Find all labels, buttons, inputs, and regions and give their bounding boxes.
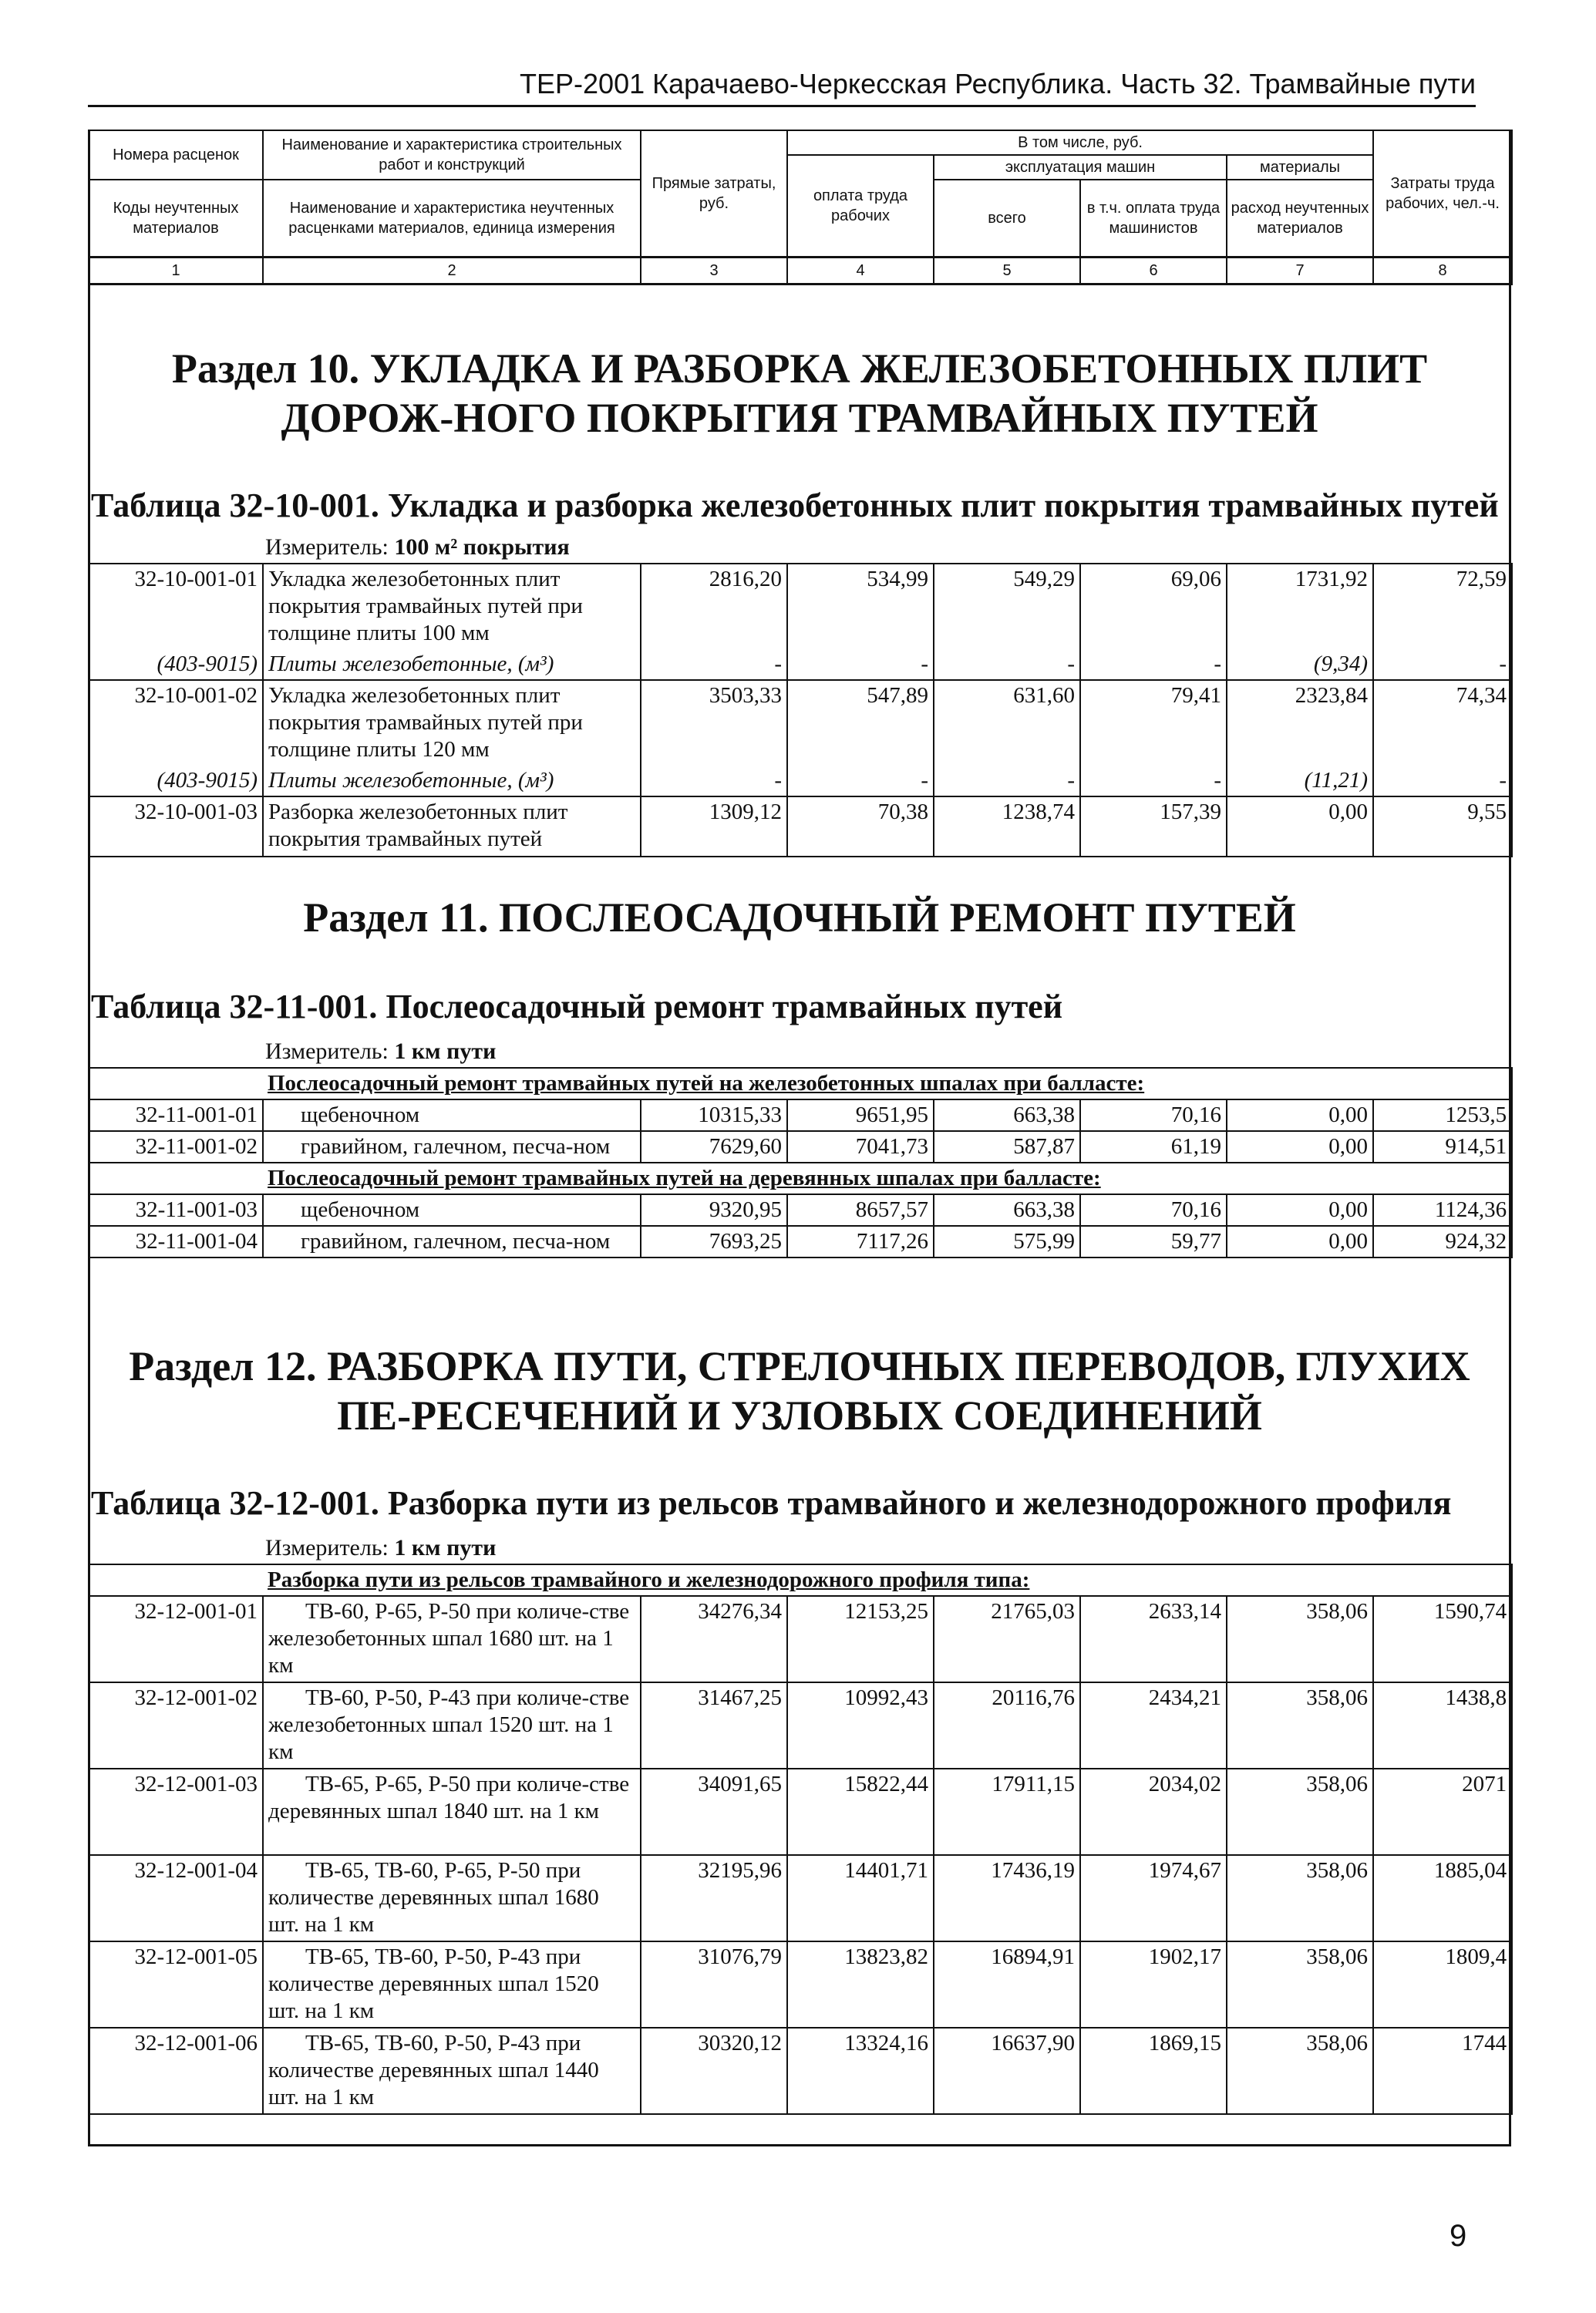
cell-materials: 358,06	[1227, 2028, 1373, 2114]
table-row	[89, 766, 1512, 796]
cell-labor-hours: 1124,36	[1373, 1194, 1512, 1226]
cell-labor-hours: -	[1373, 766, 1512, 796]
col-number: 2	[263, 257, 641, 284]
cell-machines-total: 631,60	[934, 680, 1080, 766]
page-header: ТЕР-2001 Карачаево-Черкесская Республика. Часть 32. Трамвайные пути	[88, 68, 1476, 107]
cell-labor-hours: 1590,74	[1373, 1596, 1512, 1682]
cell-operator-pay: 1869,15	[1080, 2028, 1227, 2114]
subheading-text: Послеосадочный ремонт трамвайных путей на деревянных шпалах при балласте:	[263, 1163, 1512, 1194]
meter-label-text: Измеритель:	[265, 1535, 389, 1561]
cell-materials: 0,00	[1227, 796, 1373, 857]
cell-operator-pay: 59,77	[1080, 1226, 1227, 1258]
cell-operator-pay: 61,19	[1080, 1131, 1227, 1163]
cell-labor-hours: 1809,4	[1373, 1941, 1512, 2028]
column-header-table	[88, 130, 1513, 285]
cell-machines-total: 575,99	[934, 1226, 1080, 1258]
cell-labor-pay: 547,89	[787, 680, 934, 766]
cell-operator-pay: 1974,67	[1080, 1855, 1227, 1941]
cell-direct-costs: 31076,79	[641, 1941, 787, 2028]
row-name: ТВ-65, ТВ-60, Р-65, Р-50 при количестве деревянных шпал 1680 шт. на 1 км	[263, 1855, 641, 1941]
machines-header: эксплуатация машин	[934, 155, 1227, 180]
cell-operator-pay: 70,16	[1080, 1194, 1227, 1226]
col2-header-bottom: Наименование и характеристика неучтенных расценками материалов, единица измерения	[263, 180, 641, 257]
subheading-row	[89, 1068, 1512, 1099]
row-code: (403-9015)	[89, 649, 263, 680]
table-row	[89, 796, 1512, 857]
cell-materials: 1731,92	[1227, 564, 1373, 649]
col-number: 3	[641, 257, 787, 284]
cell-operator-pay: 2434,21	[1080, 1682, 1227, 1769]
cell-labor-hours: 1253,5	[1373, 1099, 1512, 1131]
table-row	[89, 1226, 1512, 1258]
cell-labor-pay: 7117,26	[787, 1226, 934, 1258]
row-code: 32-12-001-01	[89, 1596, 263, 1682]
cell-machines-total: -	[934, 649, 1080, 680]
table-32-10-001-title: Таблица 32-10-001. Укладка и разборка железобетонных плит покрытия трамвайных путей	[91, 487, 1499, 524]
col3-header: Прямые затраты, руб.	[641, 130, 787, 257]
cell-materials: 0,00	[1227, 1099, 1373, 1131]
cell-direct-costs: -	[641, 649, 787, 680]
cell-labor-pay: 70,38	[787, 796, 934, 857]
table-row	[89, 680, 1512, 766]
table-row	[89, 1855, 1512, 1941]
cell-materials: 358,06	[1227, 1941, 1373, 2028]
row-name: Укладка железобетонных плит покрытия трамвайных путей при толщине плиты 120 мм	[263, 680, 641, 766]
cell-labor-pay: 13324,16	[787, 2028, 934, 2114]
cell-machines-total: 663,38	[934, 1099, 1080, 1131]
cell-labor-hours: 9,55	[1373, 796, 1512, 857]
cell-materials: (11,21)	[1227, 766, 1373, 796]
cell-machines-total: 549,29	[934, 564, 1080, 649]
row-name: Разборка железобетонных плит покрытия трамвайных путей	[263, 796, 641, 857]
cell-labor-pay: 10992,43	[787, 1682, 934, 1769]
cell-operator-pay: -	[1080, 766, 1227, 796]
row-code: 32-11-001-04	[89, 1226, 263, 1258]
table-32-11-001-title: Таблица 32-11-001. Послеосадочный ремонт трамвайных путей	[91, 988, 1063, 1025]
row-code: 32-11-001-02	[89, 1131, 263, 1163]
row-name: щебеночном	[263, 1099, 641, 1131]
section-11-title: Раздел 11. ПОСЛЕОСАДОЧНЫЙ РЕМОНТ ПУТЕЙ	[303, 894, 1296, 941]
row-name: гравийном, галечном, песча-ном	[263, 1226, 641, 1258]
meter-value: 1 км пути	[394, 1039, 497, 1064]
row-code: (403-9015)	[89, 766, 263, 796]
cell-labor-hours: -	[1373, 649, 1512, 680]
table-row	[89, 649, 1512, 680]
cell-direct-costs: 34276,34	[641, 1596, 787, 1682]
cell-labor-pay: 15822,44	[787, 1769, 934, 1855]
col-number: 7	[1227, 257, 1373, 284]
section-12-title: Раздел 12. РАЗБОРКА ПУТИ, СТРЕЛОЧНЫХ ПЕРЕВОДОВ, ГЛУХИХ ПЕ-РЕСЕЧЕНИЙ И УЗЛОВЫХ СОЕДИНЕНИЙ	[129, 1343, 1470, 1439]
table-32-12-001-title: Таблица 32-12-001. Разборка пути из рельсов трамвайного и железнодорожного профиля	[91, 1484, 1452, 1522]
col8-header: Затраты труда рабочих, чел.-ч.	[1373, 130, 1512, 257]
cell-operator-pay: 69,06	[1080, 564, 1227, 649]
subheading-text: Разборка пути из рельсов трамвайного и железнодорожного профиля типа:	[263, 1564, 1512, 1596]
cell-operator-pay: 79,41	[1080, 680, 1227, 766]
meter-label	[265, 1038, 496, 1066]
row-code: 32-12-001-04	[89, 1855, 263, 1941]
cell-labor-hours: 74,34	[1373, 680, 1512, 766]
col2-header-top: Наименование и характеристика строительных работ и конструкций	[263, 130, 641, 180]
cell-machines-total: 587,87	[934, 1131, 1080, 1163]
table-32-12-001	[88, 1564, 1513, 2115]
table-row	[89, 2028, 1512, 2114]
cell-labor-hours: 1438,8	[1373, 1682, 1512, 1769]
col-number: 6	[1080, 257, 1227, 284]
cell-machines-total: 21765,03	[934, 1596, 1080, 1682]
table-row	[89, 1099, 1512, 1131]
table-row	[89, 564, 1512, 649]
cell-operator-pay: 70,16	[1080, 1099, 1227, 1131]
table-row	[89, 1194, 1512, 1226]
row-code: 32-10-001-01	[89, 564, 263, 649]
table-32-11-001	[88, 1067, 1513, 1258]
cell-direct-costs: 1309,12	[641, 796, 787, 857]
cell-direct-costs: -	[641, 766, 787, 796]
cell-labor-pay: -	[787, 649, 934, 680]
row-name: ТВ-60, Р-50, Р-43 при количе-стве железобетонных шпал 1520 шт. на 1 км	[263, 1682, 641, 1769]
col-number: 1	[89, 257, 263, 284]
row-code: 32-12-001-05	[89, 1941, 263, 2028]
col4-header: оплата труда рабочих	[787, 155, 934, 257]
col5-header: всего	[934, 180, 1080, 257]
cell-materials: 358,06	[1227, 1682, 1373, 1769]
cell-direct-costs: 3503,33	[641, 680, 787, 766]
cell-machines-total: 663,38	[934, 1194, 1080, 1226]
col-number: 8	[1373, 257, 1512, 284]
col1-header-bottom: Коды неучтенных материалов	[89, 180, 263, 257]
cell-machines-total: 20116,76	[934, 1682, 1080, 1769]
cell-labor-hours: 2071	[1373, 1769, 1512, 1855]
subheading-row	[89, 1564, 1512, 1596]
cell-labor-pay: 13823,82	[787, 1941, 934, 2028]
subheading-row	[89, 1163, 1512, 1194]
cell-direct-costs: 30320,12	[641, 2028, 787, 2114]
cell-direct-costs: 9320,95	[641, 1194, 787, 1226]
cell-machines-total: -	[934, 766, 1080, 796]
cell-materials: 358,06	[1227, 1596, 1373, 1682]
cell-materials: 358,06	[1227, 1855, 1373, 1941]
cell-machines-total: 16637,90	[934, 2028, 1080, 2114]
table-row	[89, 1682, 1512, 1769]
cell-operator-pay: -	[1080, 649, 1227, 680]
row-name: Плиты железобетонные, (м³)	[263, 766, 641, 796]
cell-machines-total: 17436,19	[934, 1855, 1080, 1941]
cell-materials: 0,00	[1227, 1194, 1373, 1226]
row-code: 32-11-001-01	[89, 1099, 263, 1131]
cell-machines-total: 1238,74	[934, 796, 1080, 857]
row-name: ТВ-65, ТВ-60, Р-50, Р-43 при количестве деревянных шпал 1520 шт. на 1 км	[263, 1941, 641, 2028]
cell-materials: 358,06	[1227, 1769, 1373, 1855]
table-row	[89, 1769, 1512, 1855]
materials-header: материалы	[1227, 155, 1373, 180]
row-code: 32-11-001-03	[89, 1194, 263, 1226]
cell-operator-pay: 2034,02	[1080, 1769, 1227, 1855]
row-name: Укладка железобетонных плит покрытия трамвайных путей при толщине плиты 100 мм	[263, 564, 641, 649]
cell-direct-costs: 32195,96	[641, 1855, 787, 1941]
cell-labor-pay: 14401,71	[787, 1855, 934, 1941]
cell-materials: 0,00	[1227, 1131, 1373, 1163]
row-code: 32-12-001-03	[89, 1769, 263, 1855]
col-number: 4	[787, 257, 934, 284]
row-code: 32-10-001-02	[89, 680, 263, 766]
row-name: ТВ-65, ТВ-60, Р-50, Р-43 при количестве деревянных шпал 1440 шт. на 1 км	[263, 2028, 641, 2114]
cell-operator-pay: 157,39	[1080, 796, 1227, 857]
subheading-text: Послеосадочный ремонт трамвайных путей на железобетонных шпалах при балласте:	[263, 1068, 1512, 1099]
cell-machines-total: 16894,91	[934, 1941, 1080, 2028]
cell-labor-pay: 7041,73	[787, 1131, 934, 1163]
row-name: Плиты железобетонные, (м³)	[263, 649, 641, 680]
col7-header: расход неучтенных материалов	[1227, 180, 1373, 257]
cell-labor-pay: 8657,57	[787, 1194, 934, 1226]
cell-direct-costs: 2816,20	[641, 564, 787, 649]
col1-header-top: Номера расценок	[89, 130, 263, 180]
meter-value: 1 км пути	[394, 1535, 497, 1561]
cell-labor-hours: 914,51	[1373, 1131, 1512, 1163]
row-code: 32-10-001-03	[89, 796, 263, 857]
cell-labor-pay: 534,99	[787, 564, 934, 649]
col-number: 5	[934, 257, 1080, 284]
row-code: 32-12-001-02	[89, 1682, 263, 1769]
cell-labor-hours: 924,32	[1373, 1226, 1512, 1258]
cell-materials: (9,34)	[1227, 649, 1373, 680]
table-row	[89, 1596, 1512, 1682]
cell-materials: 0,00	[1227, 1226, 1373, 1258]
cell-direct-costs: 10315,33	[641, 1099, 787, 1131]
cell-materials: 2323,84	[1227, 680, 1373, 766]
cell-direct-costs: 7693,25	[641, 1226, 787, 1258]
col6-header: в т.ч. оплата труда машинистов	[1080, 180, 1227, 257]
cell-machines-total: 17911,15	[934, 1769, 1080, 1855]
cell-operator-pay: 1902,17	[1080, 1941, 1227, 2028]
cell-labor-pay: -	[787, 766, 934, 796]
including-header: В том числе, руб.	[787, 130, 1373, 155]
table-row	[89, 1131, 1512, 1163]
cell-direct-costs: 7629,60	[641, 1131, 787, 1163]
row-code: 32-12-001-06	[89, 2028, 263, 2114]
table-row	[89, 1941, 1512, 2028]
cell-labor-pay: 9651,95	[787, 1099, 934, 1131]
section-10-title: Раздел 10. УКЛАДКА И РАЗБОРКА ЖЕЛЕЗОБЕТОННЫХ ПЛИТ ДОРОЖ-НОГО ПОКРЫТИЯ ТРАМВАЙНЫХ ПУТЕЙ	[171, 345, 1428, 441]
cell-operator-pay: 2633,14	[1080, 1596, 1227, 1682]
page-number: 9	[1450, 2219, 1467, 2253]
cell-labor-hours: 72,59	[1373, 564, 1512, 649]
row-name: ТВ-65, Р-65, Р-50 при количе-стве деревянных шпал 1840 шт. на 1 км	[263, 1769, 641, 1855]
cell-labor-hours: 1744	[1373, 2028, 1512, 2114]
cell-labor-hours: 1885,04	[1373, 1855, 1512, 1941]
meter-value: 100 м² покрытия	[394, 534, 570, 560]
row-name: гравийном, галечном, песча-ном	[263, 1131, 641, 1163]
cell-labor-pay: 12153,25	[787, 1596, 934, 1682]
table-32-10-001	[88, 563, 1513, 857]
row-name: ТВ-60, Р-65, Р-50 при количе-стве железобетонных шпал 1680 шт. на 1 км	[263, 1596, 641, 1682]
cell-direct-costs: 34091,65	[641, 1769, 787, 1855]
meter-label	[265, 1534, 496, 1562]
cell-direct-costs: 31467,25	[641, 1682, 787, 1769]
meter-label-text: Измеритель:	[265, 534, 389, 560]
meter-label	[265, 534, 570, 561]
row-name: щебеночном	[263, 1194, 641, 1226]
meter-label-text: Измеритель:	[265, 1039, 389, 1064]
